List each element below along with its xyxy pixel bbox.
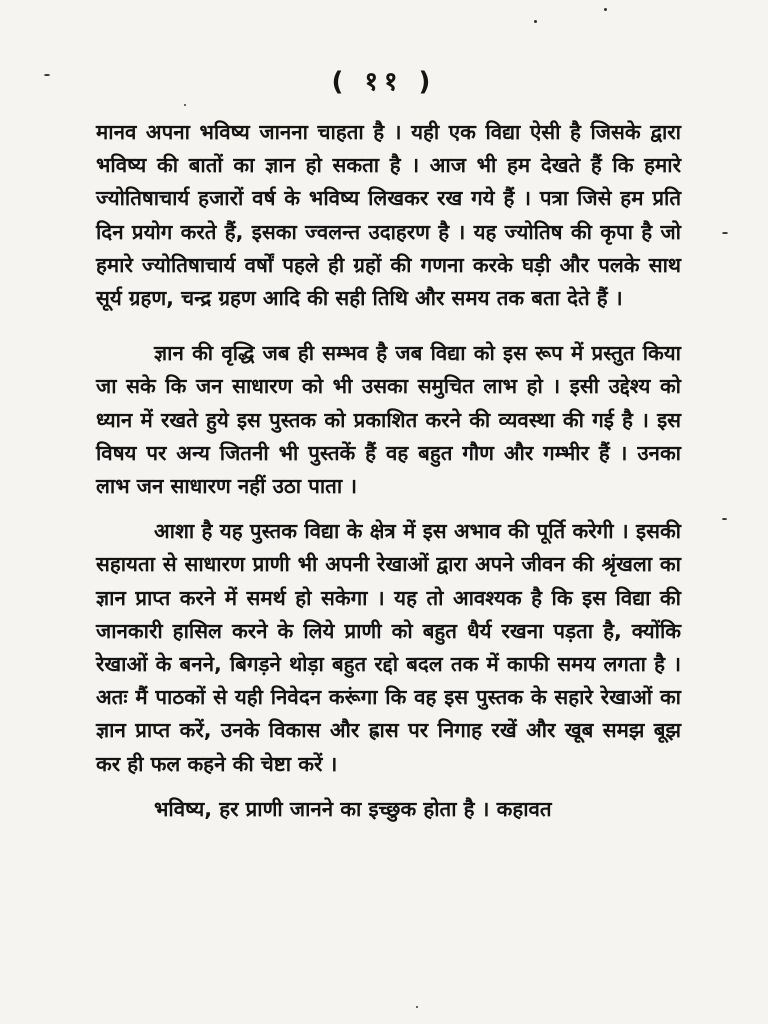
scan-speck [184,104,186,106]
body-text [96,116,681,826]
scan-speck [534,20,537,23]
paragraph-1: मानव अपना भविष्य जानना चाहता है । यही एक विद्या ऐसी है जिसके द्वारा भविष्य की बातों का ज्ञान हो सकता है । आज भी हम देखते हैं कि हमारे ज्योतिषाचार्य हजारों वर्ष के भविष्य लिखकर रख गये हैं । पत्रा जिसे हम प्रति दिन प्रयोग करते हैं, इसका ज्वलन्त उदाहरण है । यह ज्योतिष की कृपा है जो हमारे ज्योतिषाचार्य वर्षों पहले ही ग्रहों की गणना करके घड़ी और पलके साथ सूर्य ग्रहण, चन्द्र ग्रहण आदि की सही तिथि और समय तक बता देते हैं । [96,120,681,311]
scan-speck [604,8,607,11]
scan-speck [44,74,50,76]
paragraph-3: आशा है यह पुस्तक विद्या के क्षेत्र में इस अभाव की पूर्ति करेगी । इसकी सहायता से साधारण प्राणी भी अपनी रेखाओं द्वारा अपने जीवन की श्रृंखला का ज्ञान प्राप्त करने में समर्थ हो सकेगा । यह तो आवश्यक है कि इस विद्या की जानकारी हासिल करने के लिये प्राणी को बहुत धैर्य रखना पड़ता है, क्योंकि रेखाओं के बनने, बिगड़ने थोड़ा बहुत रद्दो बदल तक में काफी समय लगता है । अतः मैं पाठकों से यही निवेदन करूंगा कि वह इस पुस्तक के सहारे रेखाओं का ज्ञान प्राप्त करें, उनके विकास और ह्रास पर निगाह रखें और खूब समझ बूझ कर ही फल कहने की चेष्टा करें । [96,519,681,776]
paragraph-4: भविष्य, हर प्राणी जानने का इच्छुक होता है । कहावत [154,796,552,821]
scan-speck [722,518,727,520]
scan-speck [722,232,728,234]
scan-speck [416,1006,418,1008]
page-number: ( ११ ) [331,67,437,97]
paragraph-2: ज्ञान की वृद्धि जब ही सम्भव है जब विद्या को इस रूप में प्रस्तुत किया जा सके कि जन साधारण को भी उसका समुचित लाभ हो । इसी उद्देश्य को ध्यान में रखते हुये इस पुस्तक को प्रकाशित करने की व्यवस्था की गई है । इस विषय पर अन्य जितनी भी पुस्तकें हैं वह बहुत गौण और गम्भीर हैं । उनका लाभ जन साधारण नहीं उठा पाता । [96,341,681,499]
